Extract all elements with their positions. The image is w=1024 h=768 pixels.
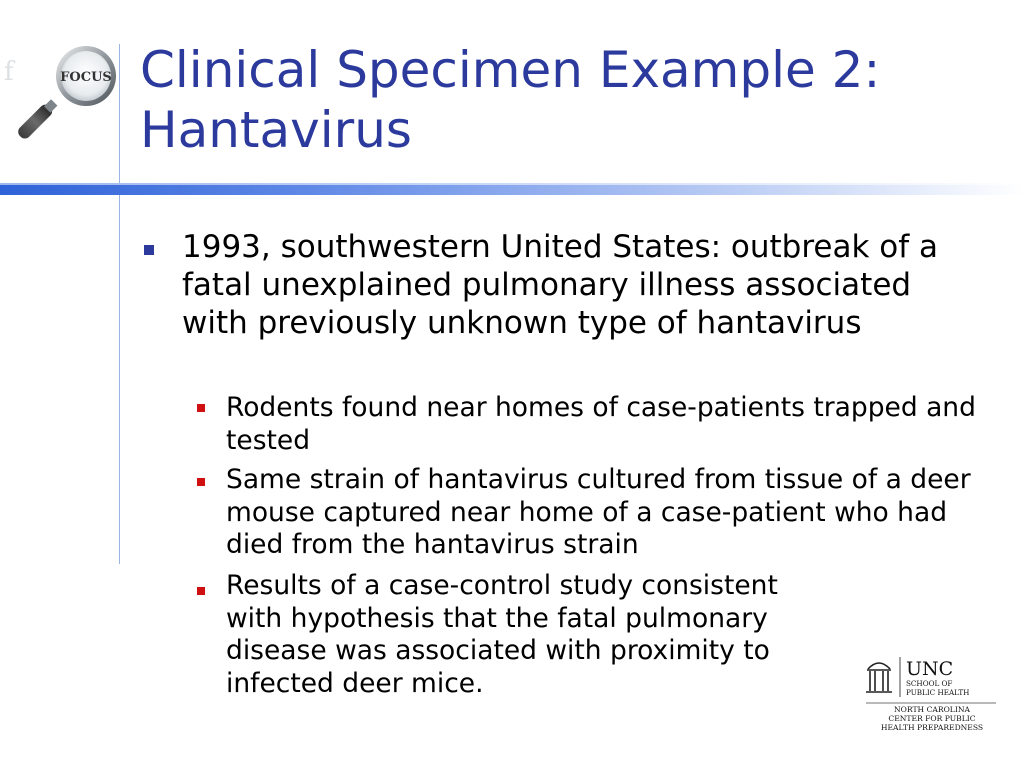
unc-logo (862, 655, 1002, 735)
left-vertical-rule (119, 44, 120, 564)
bullet-marker-main (144, 245, 154, 255)
sub-bullet: Results of a case-control study consistent with hypothesis that the fatal pulmonary disease was associated with proximity to infected deer mice. (226, 570, 778, 699)
unc-logo-name: UNC (906, 658, 954, 680)
unc-old-well-icon (866, 663, 892, 692)
bullet-main: 1993, southwestern United States: outbreak of a fatal unexplained pulmonary illness associated with previously unknown type of hantavirus (182, 229, 939, 341)
unc-logo-school: SCHOOL OF (906, 679, 953, 688)
unc-logo-center-line: NORTH CAROLINA (894, 705, 970, 714)
focus-magnifier-icon (4, 42, 119, 142)
unc-logo-dept: PUBLIC HEALTH (906, 688, 970, 697)
bullet-marker-sub (197, 478, 205, 486)
svg-text:f: f (4, 57, 14, 87)
focus-logo-text: FOCUS (60, 70, 112, 85)
sub-bullet: Same strain of hantavirus cultured from tissue of a deer mouse captured near home of a case-patient who had died from the hantavirus strain (226, 464, 971, 560)
unc-logo-center-line: CENTER FOR PUBLIC (888, 714, 976, 723)
bullet-marker-sub (197, 587, 205, 595)
unc-logo-center-line: HEALTH PREPAREDNESS (880, 723, 984, 732)
slide-title: Clinical Specimen Example 2: Hantavirus (140, 41, 881, 159)
bullet-marker-sub (197, 404, 205, 412)
sub-bullet: Rodents found near homes of case-patients trapped and tested (226, 392, 976, 456)
title-underline-rule (0, 185, 1024, 195)
